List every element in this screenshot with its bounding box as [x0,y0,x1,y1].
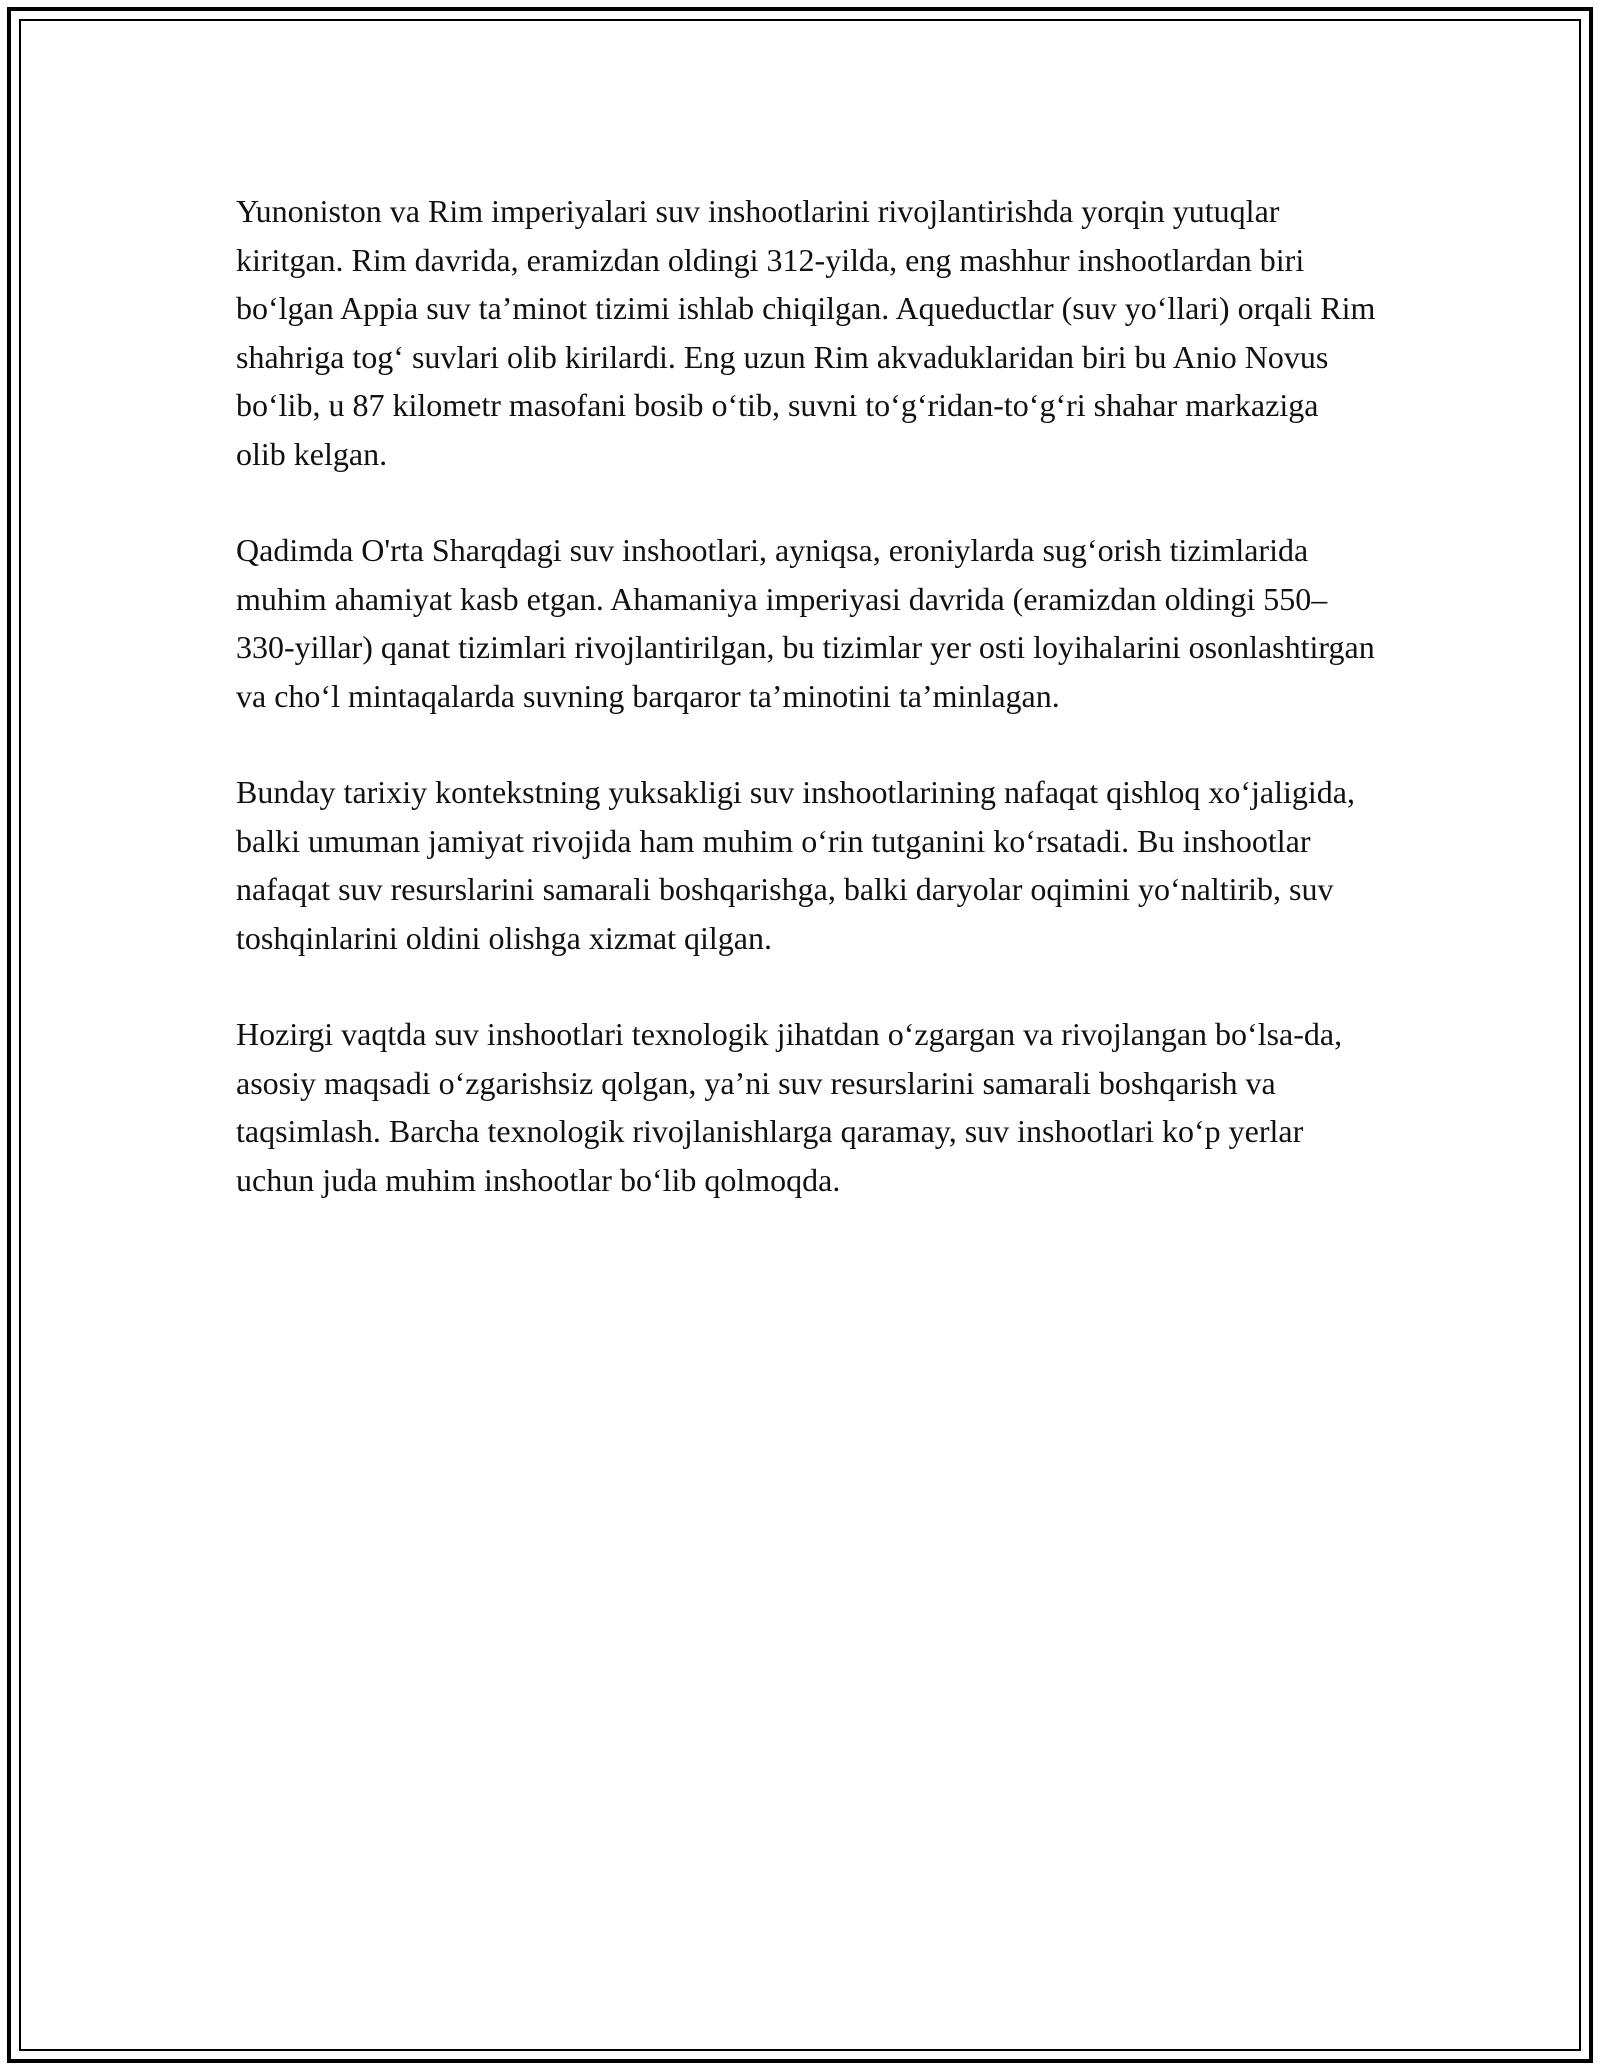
document-body [236,187,1376,1252]
paragraph-4: Hozirgi vaqtda suv inshootlari texnologik jihatdan o‘zgargan va rivojlangan bo‘lsa-da, asosiy maqsadi o‘zgarishsiz qolgan, ya’ni suv resurslarini samarali boshqarish va taqsimlash. Barcha texnologik rivojlanishlarga qaramay, suv inshootlari ko‘p yerlar uchun juda muhim inshootlar bo‘lib qolmoqda. [236,1016,1343,1198]
paragraph-1: Yunoniston va Rim imperiyalari suv inshootlarini rivojlantirishda yorqin yutuqlar kiritgan. Rim davrida, eramizdan oldingi 312-yilda, eng mashhur inshootlardan biri bo‘lgan Appia suv ta’minot tizimi ishlab chiqilgan. Aqueductlar (suv yo‘llari) orqali Rim shahriga tog‘ suvlari olib kirilardi. Eng uzun Rim akvaduklaridan biri bu Anio Novus bo‘lib, u 87 kilometr masofani bosib o‘tib, suvni to‘g‘ridan-to‘g‘ri shahar markaziga olib kelgan. [236,193,1376,472]
paragraph-3: Bunday tarixiy kontekstning yuksakligi suv inshootlarining nafaqat qishloq xo‘jaligida, balki umuman jamiyat rivojida ham muhim o‘rin tutganini ko‘rsatadi. Bu inshootlar nafaqat suv resurslarini samarali boshqarishga, balki daryolar oqimini yo‘naltirib, suv toshqinlarini oldini olishga xizmat qilgan. [236,774,1355,956]
paragraph-2: Qadimda O'rta Sharqdagi suv inshootlari, ayniqsa, eroniylarda sug‘orish tizimlarida muhim ahamiyat kasb etgan. Ahamaniya imperiyasi davrida (eramizdan oldingi 550–330-yillar) qanat tizimlari rivojlantirilgan, bu tizimlar yer osti loyihalarini osonlashtirgan va cho‘l mintaqalarda suvning barqaror ta’minotini ta’minlagan. [236,532,1375,714]
